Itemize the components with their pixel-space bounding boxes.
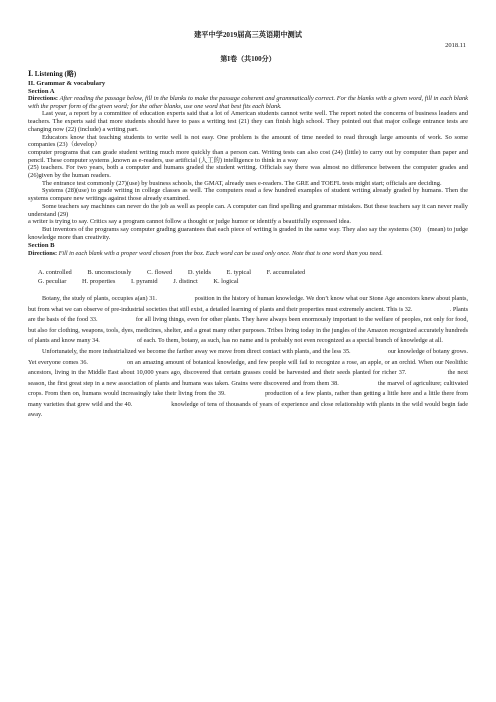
passage-b-paragraph: Botany, the study of plants, occupies a(an) 31. position in the history of human knowledge. We don’t know what our Stone Age ancestors knew about plants, but from what we can observe of pre-industrial societies that still exist, a detailed learning of plants and their properties must extremely ancient. This is 32. . Plants are the basis of the food 33. for all living things, even for other plants. They have always been enormously important to the welfare of peoples, not only for food, but also for clothing, weapons, tools, dyes, medicines, shelter, and a great many other purposes. Tribes living today in the jungles of the Amazon recognized accurately hundreds of plants and know many 34. of each. To them, botany, as such, has no name and is probably not even recognized as a special branch of knowledge at all. [28,294,468,345]
word-option: A. controlled [38,268,72,276]
directions-b-label: Directions: [28,250,58,258]
word-bank [38,268,468,286]
passage-a-paragraph: computer programs that can grade student writing much more quickly than a person can. Writing tests can also cost (24) (little) to carry out by computer than paper and pencil. These computer systems ,known as e-readers, use artificial (人工的) intelligence to think in a way [28,148,468,164]
word-option: C. flowed [146,268,173,276]
grammar-heading: II. Grammar & vocabulary [28,80,106,87]
word-option: B. unconsciously [87,268,132,276]
directions-a-label: Directions: [28,95,59,102]
word-option: K. logical [213,277,239,285]
word-option: F. accumulated [266,268,306,276]
word-option: G. peculiar [38,277,67,285]
listening-heading: Ⅰ. Listening (略) [28,70,77,78]
passage-a-paragraph: Some teachers say machines can never do the job as well as people can. A computer can find spelling and grammar mistakes. But these teachers say it can never really understand (29) [28,202,468,218]
passage-a-paragraph: The entrance test commonly (27)(use) by business schools, the GMAT, already uses e-readers. The GRE and TOEFL tests might start; officials are deciding. [42,179,442,187]
exam-date: 2018.11 [445,42,466,49]
passage-a-paragraph: Educators know that teaching students to write well is not easy. One problem is the amount of time needed to read through large amounts of work. So some companies (23)（develop） [28,133,468,149]
passage-a-paragraph: a writer is trying to say. Critics say a program cannot follow a thought or judge humor or identify a beautifully expressed idea. [28,218,351,226]
passage-b-paragraph: Unfortunately, the more industrialized we become the farther away we move from direct contact with plants, and the less 35. our knowledge of botany grows. Yet everyone comes 36. on an amazing amount of botanical knowledge, and few people will fail to recognize a rose, an apple, or an orchid. When our Neolithic ancestors, living in the Middle East about 10,000 years ago, discovered that certain grasses could be harvested and their seeds planted for richer 37. the next season, the first great step in a new association of plants and humans was taken. Grains were discovered and from them 38. the marvel of agriculture; cultivated crops. From then on, humans would increasingly take their living from the 39. production of a few plants, rather than getting a little here and a little there from many varieties that grew wild and the 40. knowledge of tens of thousands of years of experience and close relationship with plants in the wild would begin fade away. [28,347,468,419]
word-option: H. properties [82,277,116,285]
directions-b [28,249,468,260]
section-b-heading: Section B [28,242,55,250]
directions-a-text: After reading the passage below, fill in the blanks to make the passage coherent and grammatically correct. For the blanks with a given word, fill in each blank with the proper form of the given word; for the other blanks, use one word that best fits each blank. [28,95,468,110]
word-bank-row [38,268,468,277]
passage-a-paragraph: (25) teachers. For two years, both a computer and humans graded the student writing. Officials say there was almost no difference between the computer grades and (26)given by the human readers. [28,164,468,180]
volume-heading: 第I卷（共100分） [220,55,276,63]
passage-a-paragraph: But inventors of the programs say computer grading guarantees that each piece of writing is graded in the same way. They also say the systems (30) (mean) to judge knowledge more than creativity. [28,225,468,241]
passage-a-paragraph: Systems (28)(use) to grade writing in college classes as well. The computers read a few hundred examples of student writing already graded by humans. Then the systems compare new writings against those already examined. [28,187,468,203]
word-option: D. yields [187,268,211,276]
directions-b-text: Fill in each blank with a proper word chosen from the box. Each word can be used only once. Note that is one word than you need. [57,250,383,258]
word-option: I. pyramid [130,277,158,285]
section-a-heading: Section A [28,88,55,95]
passage-a-paragraph: Last year, a report by a committee of education experts said that a lot of American students cannot write well. The report noted the concerns of business leaders and teachers. The experts said that more students should have to pass a writing test (21) they can finish high school. They pointed out that major college entrance tests are changing now (22) (include) a writing part. [28,110,468,133]
word-option: J. distinct [173,277,198,285]
directions-a [28,95,468,110]
word-bank-row [38,277,468,286]
exam-title: 建平中学2019届高三英语期中测试 [194,31,302,39]
word-option: E. typical [226,268,251,276]
